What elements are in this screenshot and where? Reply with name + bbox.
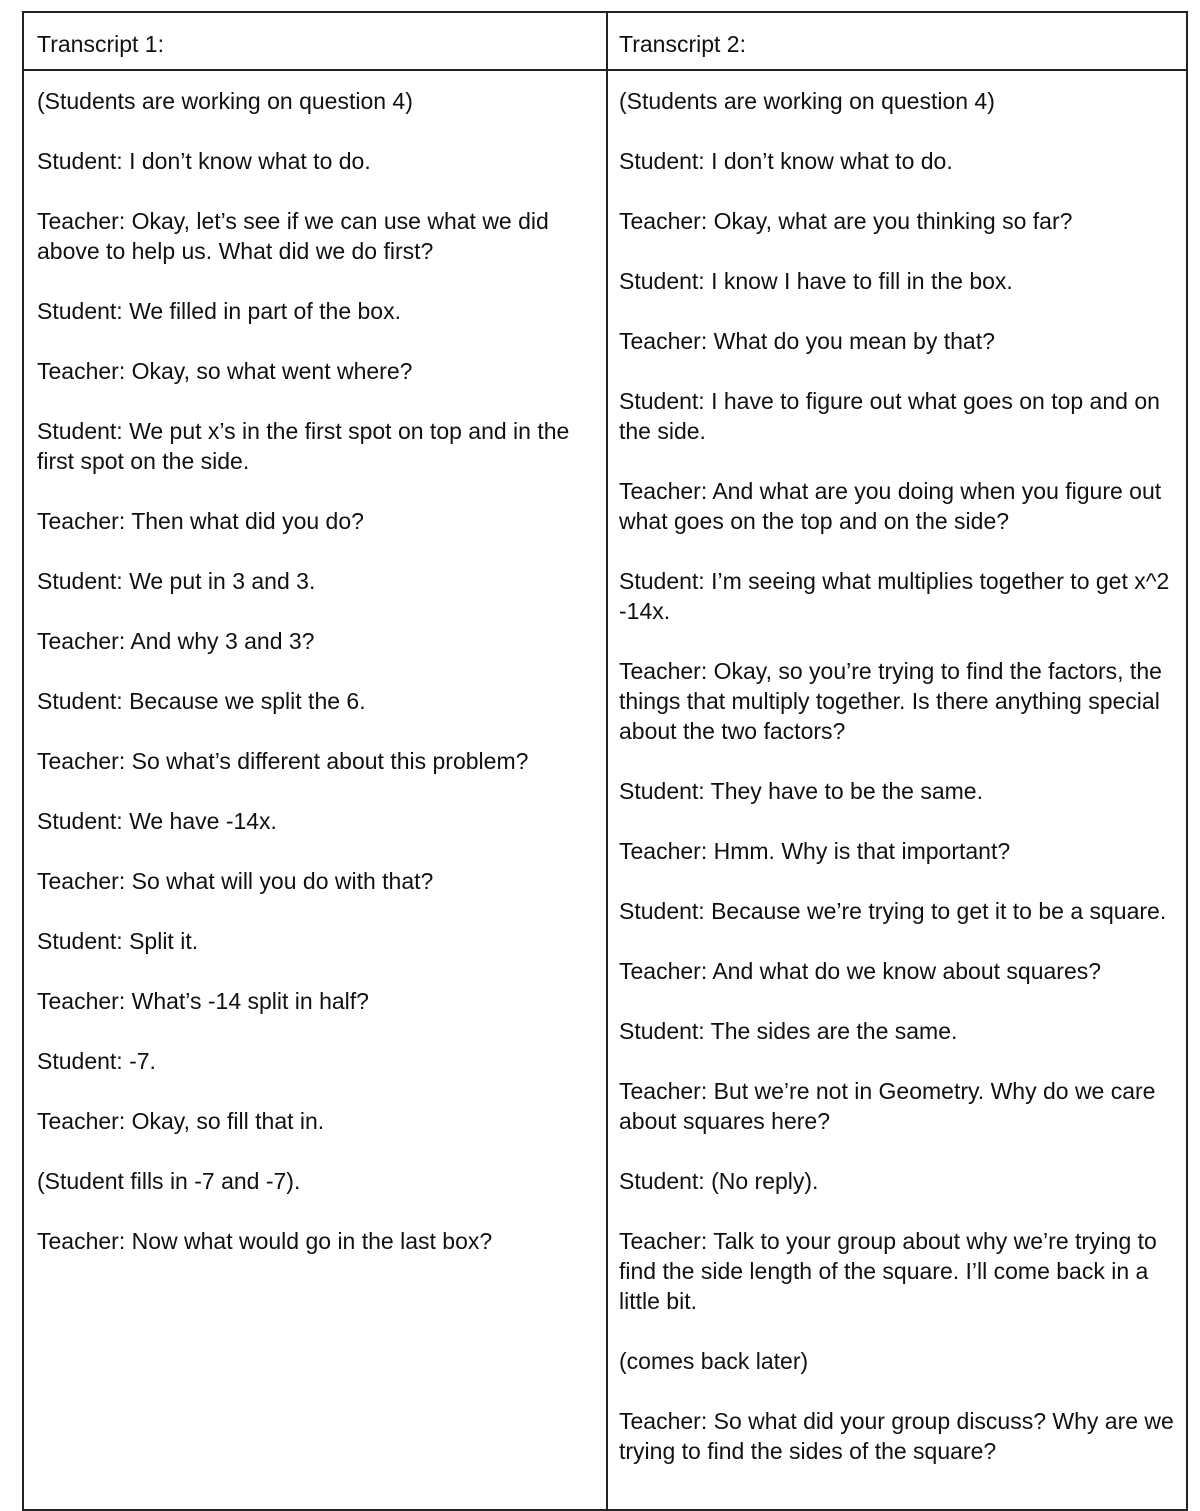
utterance-text: The sides are the same.	[704, 1018, 958, 1044]
transcript-line	[619, 1346, 1179, 1376]
header-divider	[24, 69, 1186, 71]
utterance-text: They have to be the same.	[704, 778, 983, 804]
utterance-text: We filled in part of the box.	[122, 298, 401, 324]
speaker-label: Teacher:	[37, 748, 126, 774]
transcript-1-header: Transcript 1:	[37, 31, 164, 57]
utterance-text: So what will you do with that?	[125, 868, 434, 894]
transcript-line	[37, 746, 592, 776]
speaker-label: Teacher:	[37, 1228, 126, 1254]
transcript-line	[37, 686, 592, 716]
transcript-line	[37, 626, 592, 656]
utterance-text: -7.	[122, 1048, 156, 1074]
utterance-text: (Student fills in -7 and -7).	[37, 1168, 301, 1194]
speaker-label: Teacher:	[619, 1228, 708, 1254]
utterance-text: We have -14x.	[122, 808, 277, 834]
speaker-label: Teacher:	[619, 208, 708, 234]
utterance-text: So what did your group discuss? Why are we trying to find the sides of the square?	[619, 1408, 1174, 1464]
speaker-label: Student:	[619, 568, 705, 594]
speaker-label: Teacher:	[619, 838, 708, 864]
speaker-label: Teacher:	[37, 628, 126, 654]
transcript-line	[37, 86, 592, 116]
speaker-label: Student:	[619, 1018, 705, 1044]
utterance-text: I don’t know what to do.	[704, 148, 953, 174]
utterance-text: Because we split the 6.	[122, 688, 366, 714]
transcript-line	[619, 1016, 1179, 1046]
speaker-label: Teacher:	[619, 1078, 708, 1104]
speaker-label: Teacher:	[37, 358, 126, 384]
transcript-line	[37, 806, 592, 836]
utterance-text: Okay, so what went where?	[125, 358, 413, 384]
transcript-line	[37, 1046, 592, 1076]
transcript-1-column	[37, 86, 592, 1286]
speaker-label: Student:	[619, 148, 705, 174]
transcript-line	[619, 1166, 1179, 1196]
transcript-line	[619, 1226, 1179, 1316]
utterance-text: But we’re not in Geometry. Why do we care about squares here?	[619, 1078, 1156, 1134]
speaker-label: Teacher:	[619, 328, 708, 354]
speaker-label: Student:	[37, 688, 123, 714]
speaker-label: Teacher:	[619, 958, 708, 984]
speaker-label: Teacher:	[619, 478, 708, 504]
transcript-line	[619, 326, 1179, 356]
transcript-line	[37, 356, 592, 386]
utterance-text: We put in 3 and 3.	[122, 568, 316, 594]
transcript-line	[37, 146, 592, 176]
utterance-text: Okay, let’s see if we can use what we did above to help us. What did we do first?	[37, 208, 549, 264]
speaker-label: Student:	[619, 1168, 705, 1194]
speaker-label: Student:	[37, 148, 123, 174]
transcript-line	[37, 506, 592, 536]
speaker-label: Teacher:	[619, 658, 708, 684]
utterance-text: Hmm. Why is that important?	[707, 838, 1011, 864]
utterance-text: I know I have to fill in the box.	[704, 268, 1013, 294]
transcript-line	[619, 896, 1179, 926]
transcript-line	[619, 386, 1179, 446]
transcript-line	[37, 206, 592, 266]
speaker-label: Student:	[37, 1048, 123, 1074]
speaker-label: Teacher:	[37, 868, 126, 894]
transcript-line	[37, 986, 592, 1016]
speaker-label: Student:	[619, 898, 705, 924]
speaker-label: Teacher:	[37, 1108, 126, 1134]
transcript-2-header: Transcript 2:	[619, 31, 746, 57]
utterance-text: Talk to your group about why we’re trying to find the side length of the square. I’ll come back in a little bit.	[619, 1228, 1157, 1314]
speaker-label: Student:	[37, 418, 123, 444]
transcript-line	[619, 1076, 1179, 1136]
utterance-text: Okay, so you’re trying to find the factors, the things that multiply together. Is there anything special about the two factors?	[619, 658, 1162, 744]
utterance-text: I have to figure out what goes on top and on the side.	[619, 388, 1160, 444]
transcript-line	[37, 1106, 592, 1136]
utterance-text: And what are you doing when you figure out what goes on the top and on the side?	[619, 478, 1162, 534]
transcript-2-column	[619, 86, 1179, 1496]
utterance-text: Then what did you do?	[125, 508, 364, 534]
transcript-line	[37, 1166, 592, 1196]
utterance-text: Now what would go in the last box?	[125, 1228, 493, 1254]
transcript-line	[619, 476, 1179, 536]
transcript-line	[619, 206, 1179, 236]
transcript-line	[619, 776, 1179, 806]
transcript-line	[37, 296, 592, 326]
speaker-label: Teacher:	[37, 208, 126, 234]
speaker-label: Teacher:	[37, 508, 126, 534]
utterance-text: So what’s different about this problem?	[125, 748, 529, 774]
utterance-text: We put x’s in the first spot on top and in the first spot on the side.	[37, 418, 570, 474]
utterance-text: Okay, so fill that in.	[125, 1108, 325, 1134]
transcript-line	[619, 86, 1179, 116]
speaker-label: Teacher:	[37, 988, 126, 1014]
speaker-label: Student:	[619, 268, 705, 294]
utterance-text: (Students are working on question 4)	[619, 88, 995, 114]
speaker-label: Student:	[37, 298, 123, 324]
utterance-text: (No reply).	[704, 1168, 819, 1194]
utterance-text: (comes back later)	[619, 1348, 809, 1374]
utterance-text: And why 3 and 3?	[125, 628, 315, 654]
transcript-line	[37, 866, 592, 896]
speaker-label: Student:	[619, 778, 705, 804]
column-divider	[606, 13, 608, 1509]
transcript-line	[619, 146, 1179, 176]
transcript-table	[22, 11, 1188, 1511]
transcript-line	[619, 836, 1179, 866]
transcript-line	[37, 416, 592, 476]
transcript-line	[619, 1406, 1179, 1466]
transcript-line	[619, 566, 1179, 626]
transcript-line	[619, 656, 1179, 746]
transcript-line	[619, 956, 1179, 986]
speaker-label: Student:	[37, 568, 123, 594]
speaker-label: Student:	[37, 928, 123, 954]
utterance-text: I don’t know what to do.	[122, 148, 371, 174]
utterance-text: Because we’re trying to get it to be a square.	[704, 898, 1167, 924]
utterance-text: Split it.	[122, 928, 199, 954]
utterance-text: What’s -14 split in half?	[125, 988, 369, 1014]
utterance-text: Okay, what are you thinking so far?	[707, 208, 1073, 234]
utterance-text: What do you mean by that?	[707, 328, 995, 354]
transcript-line	[37, 926, 592, 956]
transcript-line	[619, 266, 1179, 296]
speaker-label: Student:	[619, 388, 705, 414]
utterance-text: I’m seeing what multiplies together to get x^2 -14x.	[619, 568, 1170, 624]
speaker-label: Student:	[37, 808, 123, 834]
transcript-line	[37, 1226, 592, 1256]
utterance-text: And what do we know about squares?	[707, 958, 1102, 984]
utterance-text: (Students are working on question 4)	[37, 88, 413, 114]
speaker-label: Teacher:	[619, 1408, 708, 1434]
transcript-line	[37, 566, 592, 596]
